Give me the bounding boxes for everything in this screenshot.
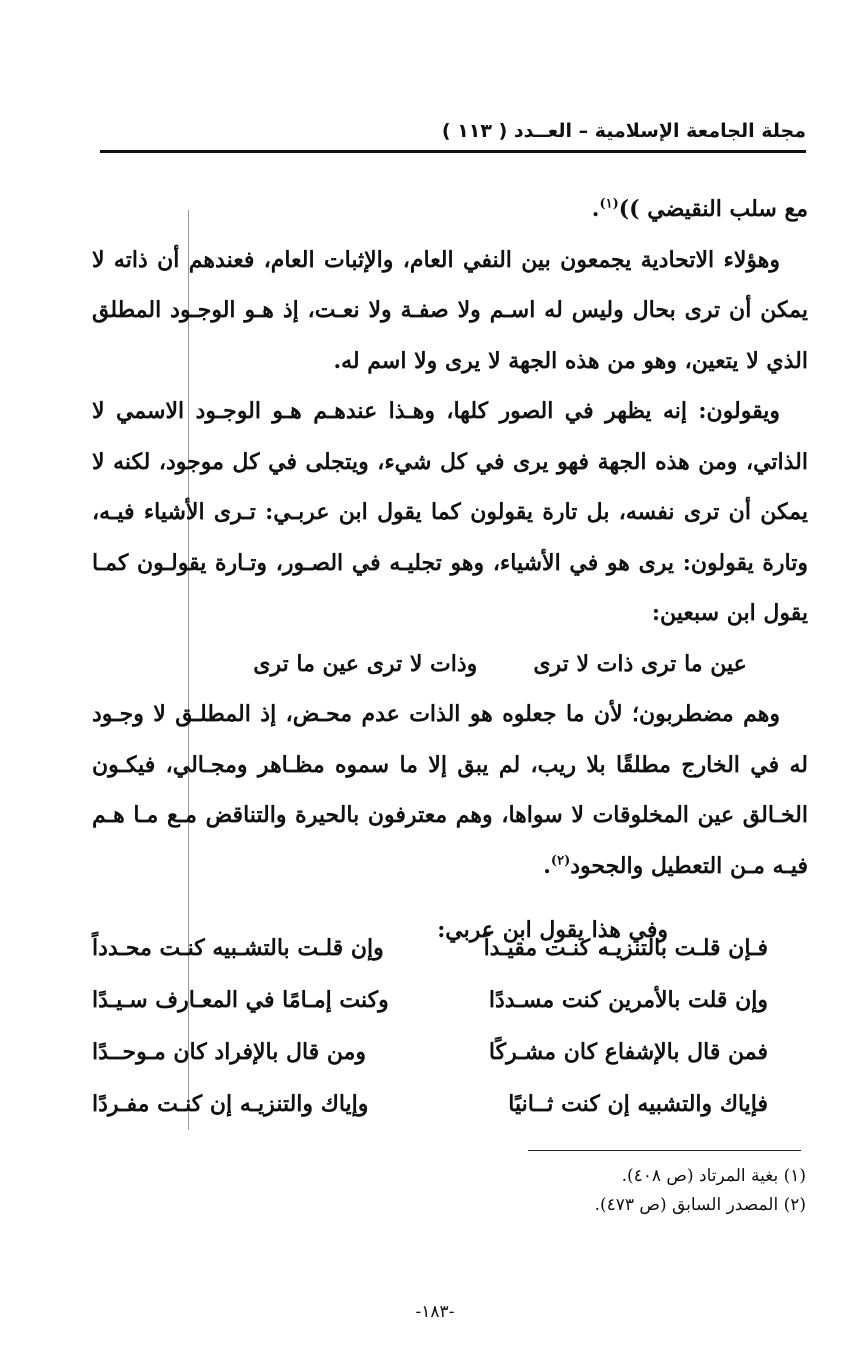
paragraph-1 [92, 184, 808, 235]
poem-intro: وفي هذا يقول ابن عربي: [437, 917, 668, 943]
poem-right-hemistich: فـإن قلـت بالتنزيـه كنـت مقيـداً [483, 935, 768, 961]
poem-right-hemistich: فمن قال بالإشفاع كان مشـركًا [488, 1039, 768, 1065]
page-number: -١٨٣- [415, 1302, 455, 1322]
paragraph-3: ويقولون: إنه يظهر في الصور كلها، وهـذا عندهـم هـو الوجـود الاسمي لا الذاتي، ومن هذه الجهة فهو يرى في كل شيء، ويتجلى في كل موجود، لكنه لا يمكن أن ترى نفسه، بل تارة يقولون كما يقول ابن عربـي: تـرى الأشياء فيـه، وتارة يقولون: يرى هو في الأشياء، وهو تجليـه في الصـور، وتـارة يقولـون كمـا يقول ابن سبعين: [92, 398, 808, 626]
main-text [92, 184, 808, 956]
verse-second-hemistich: وذات لا ترى عين ما ترى [253, 650, 478, 677]
footnote-ref-2[interactable]: (٢) [550, 853, 571, 869]
running-header: مجلة الجامعة الإسلامية – العــدد ( ١١٣ ) [441, 120, 806, 142]
poem-line [92, 1078, 768, 1130]
poem-left-hemistich: ومن قال بالإفراد كان مـوحــدًا [92, 1039, 367, 1065]
poem-left-hemistich: وإياك والتنزيـه إن كنـت مفـردًا [92, 1091, 369, 1117]
poem-line [92, 974, 768, 1026]
footnote-divider [528, 1150, 801, 1151]
verse-first-hemistich: عين ما ترى ذات لا ترى [533, 650, 747, 677]
header-divider [100, 150, 806, 153]
paragraph-4-text: وهم مضطربون؛ لأن ما جعلوه هو الذات عدم محـض، إذ المطلـق لا وجـود له في الخارج مطلقًا بلا ريب، لم يبق إلا ما سموه مظـاهر ومجـالي، فيكـون الخـالق عين المخلوقات لا سواها، وهم معترفون بالحيرة والتناقض مـع مـا هـم فيـه مـن التعطيل والجحود [92, 701, 808, 879]
paragraph-2: وهؤلاء الاتحادية يجمعون بين النفي العام، والإثبات العام، فعندهم أن ذاته لا يمكن أن ترى بحال وليس له اسـم ولا صفـة ولا نعـت، إذ هـو الوجـود المطلق الذي لا يتعين، وهو من هذه الجهة لا يرى ولا اسم له. [92, 246, 808, 374]
footnote-ref-1[interactable]: (١) [599, 196, 619, 212]
poem-right-hemistich: وإن قلت بالأمرين كنت مسـددًا [488, 987, 768, 1013]
poem-left-hemistich: وإن قلـت بالتشـبيه كنـت محـدداً [92, 935, 384, 961]
poem-right-hemistich: فإياك والتشبيه إن كنت ثــانيًا [508, 1091, 768, 1117]
footnote-1: (١) بغية المرتاد (ص ٤٠٨). [621, 1166, 806, 1186]
paragraph-1-text: مع سلب النقيضي )) [618, 196, 808, 222]
paragraph-4 [92, 689, 808, 891]
paragraph-4-tail: . [543, 852, 551, 879]
footnote-2: (٢) المصدر السابق (ص ٤٧٣). [594, 1195, 806, 1215]
poem-line [92, 922, 768, 974]
poem-left-hemistich: وكنت إمـامًا في المعـارف سـيـدًا [92, 987, 389, 1013]
paragraph-1-tail: . [591, 196, 600, 222]
poem [92, 922, 768, 1130]
single-verse [92, 639, 808, 690]
poem-line [92, 1026, 768, 1078]
footnotes [440, 1162, 806, 1220]
